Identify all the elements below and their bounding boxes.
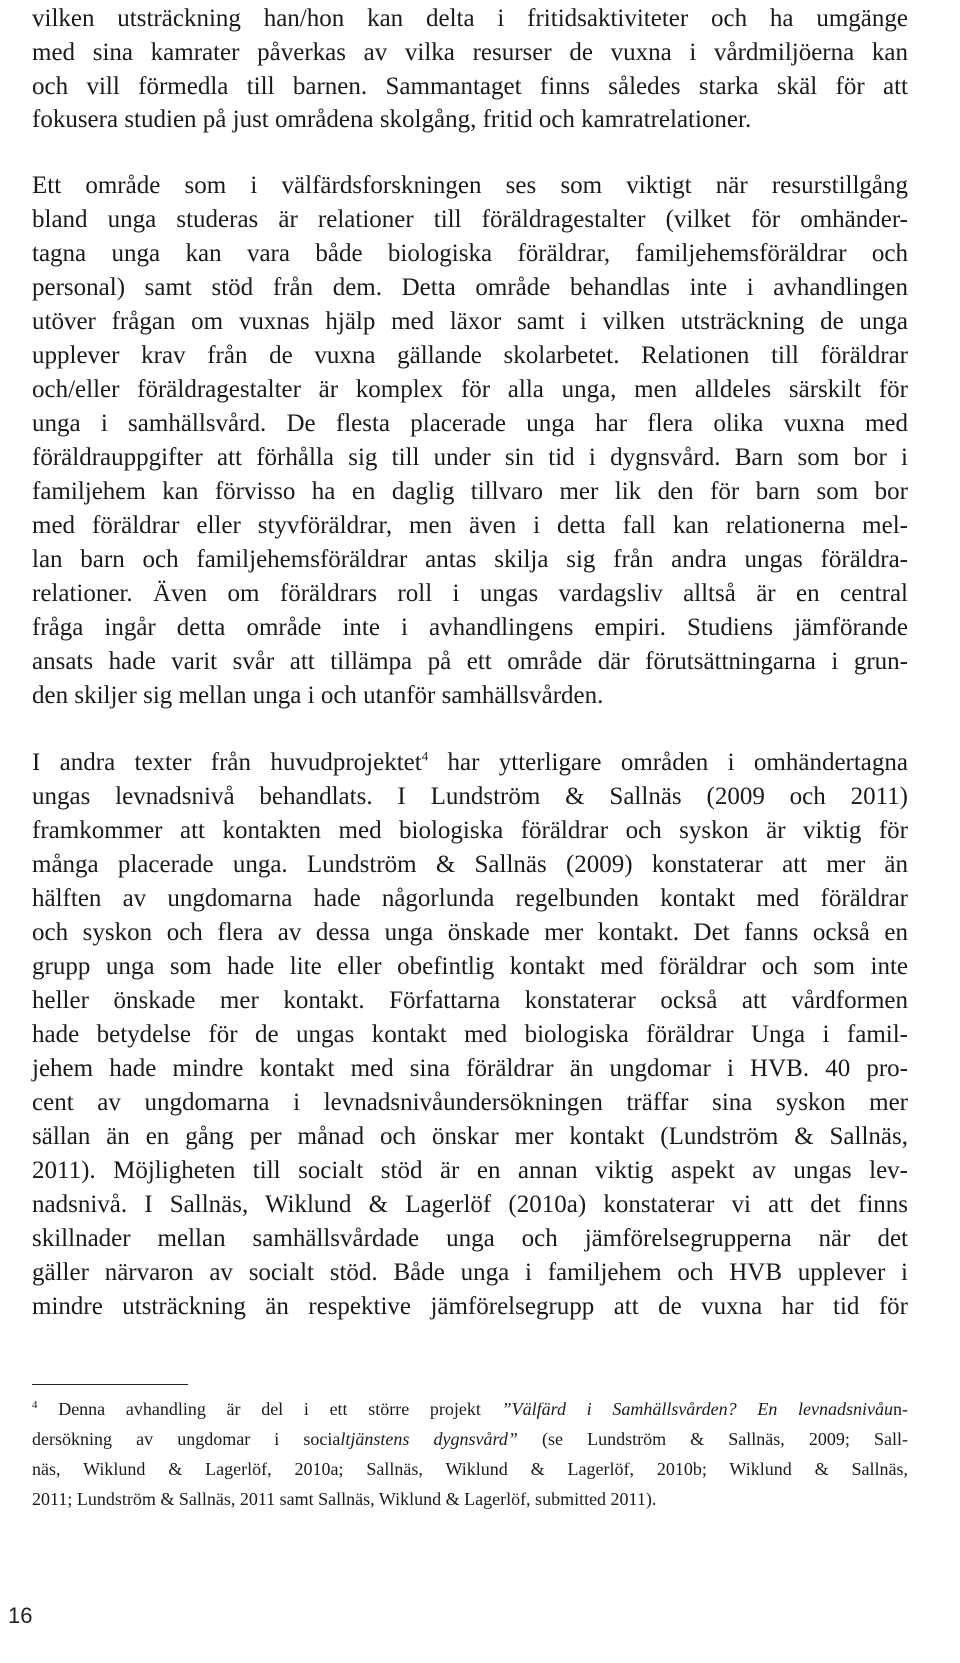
text-run: Denna avhandling är del i ett större projekt: [37, 1399, 502, 1419]
text-line: bland unga studeras är relationer till föräldragestalter (vilket för omhänder-: [32, 206, 908, 233]
footnote-line: 2011; Lundström & Sallnäs, 2011 samt Sallnäs, Wiklund & Lagerlöf, submitted 2011).: [32, 1489, 657, 1509]
text-line: ansats hade varit svår att tillämpa på ett område där förutsättningarna i grun-: [32, 648, 908, 675]
text-line: relationer. Även om föräldrars roll i ungas vardagsliv alltså är en central: [32, 580, 908, 607]
text-line: familjehem kan förvisso ha en daglig tillvaro mer lik den för barn som bor: [32, 478, 908, 505]
text-line: [32, 746, 908, 780]
text-line: många placerade unga. Lundström & Sallnäs (2009) konstaterar att mer än: [32, 851, 908, 878]
text-line: med sina kamrater påverkas av vilka resurser de vuxna i vårdmiljöerna kan: [32, 39, 908, 66]
text-line: med föräldrar eller styvföräldrar, men även i detta fall kan relationerna mel-: [32, 512, 908, 539]
text-line: hälften av ungdomarna hade någorlunda regelbunden kontakt med föräldrar: [32, 885, 908, 912]
text-line: och syskon och flera av dessa unga önskade mer kontakt. Det fanns också en: [32, 919, 908, 946]
text-line: gäller närvaron av socialt stöd. Både unga i familjehem och HVB upplever i: [32, 1259, 908, 1286]
text-line: vilken utsträckning han/hon kan delta i fritidsaktiviteter och ha umgänge: [32, 5, 908, 32]
text-line: cent av ungdomarna i levnadsnivåundersökningen träffar sina syskon mer: [32, 1089, 908, 1116]
text-line: unga i samhällsvård. De flesta placerade unga har flera olika vuxna med: [32, 410, 908, 437]
text-run: n-: [893, 1399, 908, 1419]
text-line: ungas levnadsnivå behandlats. I Lundström & Sallnäs (2009 och 2011): [32, 783, 908, 810]
text-line: föräldrauppgifter att förhålla sig till under sin tid i dygnsvård. Barn som bor i: [32, 444, 908, 471]
text-line: framkommer att kontakten med biologiska föräldrar och syskon är viktig för: [32, 817, 908, 844]
project-title: ltjänstens dygnsvård”: [340, 1429, 518, 1449]
footnote-number: 4: [32, 1399, 38, 1411]
footnote-line: näs, Wiklund & Lagerlöf, 2010a; Sallnäs, Wiklund & Lagerlöf, 2010b; Wiklund & Sallnäs,: [32, 1459, 908, 1479]
text-line: heller önskade mer kontakt. Författarna konstaterar också att vårdformen: [32, 987, 908, 1014]
footnote-separator: [32, 1384, 188, 1385]
text-line: och vill förmedla till barnen. Sammantaget finns således starka skäl för att: [32, 73, 908, 100]
footnote-line: [32, 1394, 908, 1424]
text-run: dersökning av ungdomar i socia: [32, 1429, 341, 1449]
text-line: tagna unga kan vara både biologiska föräldrar, familjehemsföräldrar och: [32, 240, 908, 267]
text-line: utöver frågan om vuxnas hjälp med läxor samt i vilken utsträckning de unga: [32, 308, 908, 335]
footnote-line: [32, 1424, 908, 1454]
text-line: sällan än en gång per månad och önskar mer kontakt (Lundström & Sallnäs,: [32, 1123, 908, 1150]
text-line: grupp unga som hade lite eller obefintlig kontakt med föräldrar och som inte: [32, 953, 908, 980]
text-run: har ytterligare områden i omhändertagna: [428, 749, 908, 776]
text-line: fråga ingår detta område inte i avhandlingens empiri. Studiens jämförande: [32, 614, 908, 641]
page-number: 16: [8, 1603, 33, 1628]
project-title: ”Välfärd i Samhällsvården? En levnadsnivåu: [501, 1399, 893, 1419]
text-line: mindre utsträckning än respektive jämförelsegrupp att de vuxna har tid för: [32, 1293, 908, 1320]
text-run: I andra texter från huvudprojektet: [32, 749, 422, 776]
text-line: 2011). Möjligheten till socialt stöd är en annan viktig aspekt av ungas lev-: [32, 1157, 908, 1184]
text-line: Ett område som i välfärdsforskningen ses som viktigt när resurstillgång: [32, 172, 908, 199]
text-line: och/eller föräldragestalter är komplex för alla unga, men alldeles särskilt för: [32, 376, 908, 403]
text-line: hade betydelse för de ungas kontakt med biologiska föräldrar Unga i famil-: [32, 1021, 908, 1048]
text-line: lan barn och familjehemsföräldrar antas skilja sig från andra ungas föräldra-: [32, 546, 908, 573]
text-line: den skiljer sig mellan unga i och utanför samhällsvården.: [32, 682, 604, 709]
text-line: skillnader mellan samhällsvårdade unga och jämförelsegrupperna när det: [32, 1225, 908, 1252]
text-line: fokusera studien på just områdena skolgång, fritid och kamratrelationer.: [32, 106, 752, 133]
text-line: jehem hade mindre kontakt med sina föräldrar än ungdomar i HVB. 40 pro-: [32, 1055, 908, 1082]
text-line: upplever krav från de vuxna gällande skolarbetet. Relationen till föräldrar: [32, 342, 908, 369]
text-run: (se Lundström & Sallnäs, 2009; Sall-: [517, 1429, 909, 1449]
footnote-reference[interactable]: 4: [421, 748, 429, 764]
text-line: personal) samt stöd från dem. Detta område behandlas inte i avhandlingen: [32, 274, 908, 301]
text-line: nadsnivå. I Sallnäs, Wiklund & Lagerlöf (2010a) konstaterar vi att det finns: [32, 1191, 908, 1218]
